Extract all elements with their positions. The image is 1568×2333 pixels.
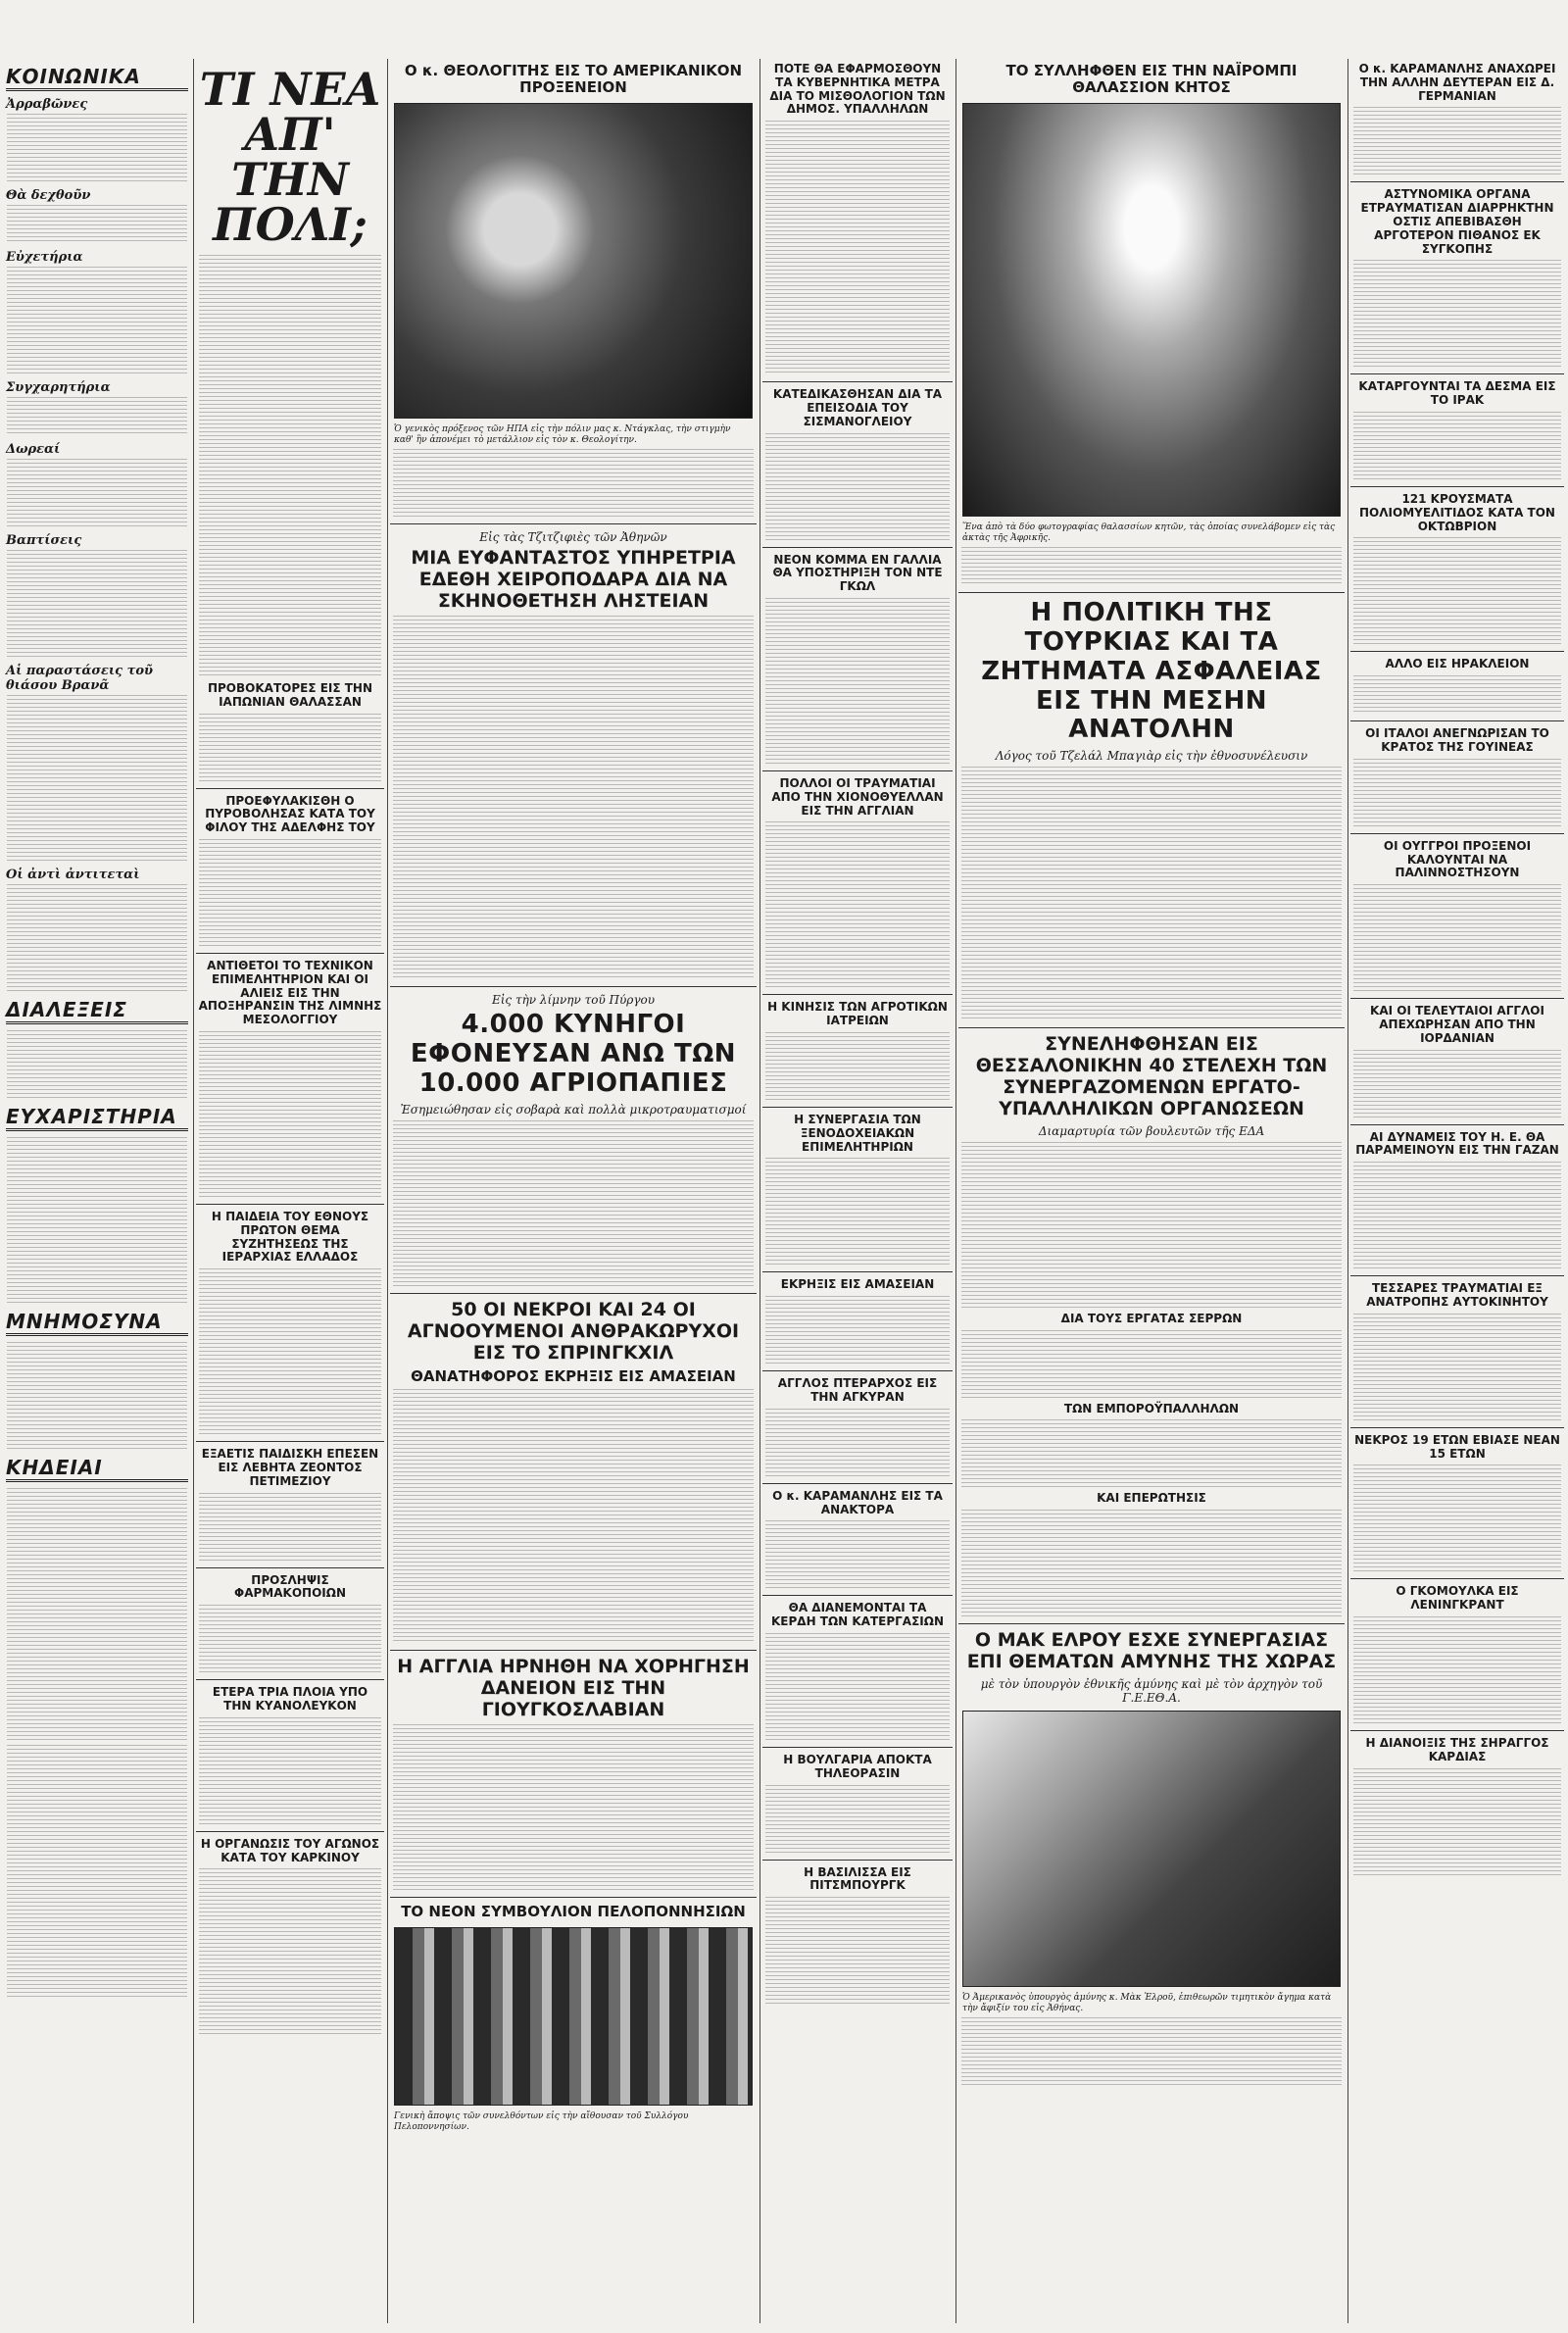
headline: 121 ΚΡΟΥΣΜΑΤΑ ΠΟΛΙΟΜΥΕΛΙΤΙΔΟΣ ΚΑΤΑ ΤΟΝ ΟΚΤΩΒΡΙΟΝ [1359,491,1555,533]
divider [1350,833,1564,834]
text-block [393,725,754,980]
divider [762,1370,953,1371]
divider [958,1623,1345,1624]
divider [762,547,953,548]
section-receptions: Θὰ δεχθοῦν [6,188,91,203]
divider [1350,651,1564,652]
headline: ΕΞΑΕΤΙΣ ΠΑΙΔΙΣΚΗ ΕΠΕΣΕΝ ΕΙΣ ΛΕΒΗΤΑ ΖΕΟΝΤΟΣ ΠΕΤΙΜΕΖΙΟΥ [201,1447,379,1488]
divider [762,381,953,382]
text-block [1353,1464,1561,1572]
text-block [7,114,187,182]
photo-caption: Ἕνα ἀπὸ τὰ δύο φωτογραφίας θαλασσίων κητῶν, τὰς ὁποίας συνελάβομεν εἰς τὰς ἀκτὰς τῆς Ἀφρικῆς. [962,521,1336,544]
funerals-logo: ΚΗΔΕΙΑΙ [6,1456,188,1482]
city-news-title: ΤΙ ΝΕΑ ΑΠ' ΤΗΝ ΠΟΛΙ; [199,63,381,251]
news-column-8 [1350,59,1564,2323]
text-block [1353,1314,1561,1421]
subheadline: Διαμαρτυρία τῶν βουλευτῶν τῆς ΕΔΑ [1038,1123,1265,1138]
headline: ΑΝΤΙΘΕΤΟΙ ΤΟ ΤΕΧΝΙΚΟΝ ΕΠΙΜΕΛΗΤΗΡΙΟΝ ΚΑΙ ΟΙ ΑΛΙΕΙΣ ΕΙΣ ΤΗΝ ΑΠΟΞΗΡΑΝΣΙΝ ΤΗΣ ΛΙΜΝΗΣ ΜΕΣΟΛΟΓΓΙΟΥ [198,958,382,1027]
text-block [1353,260,1561,368]
social-logo: ΚΟΙΝΩΝΙΚΑ [6,65,188,91]
text-block [7,267,187,374]
divider [1350,373,1564,374]
text-block [393,1120,754,1287]
headline: ΤΟ ΣΥΛΛΗΦΘΕΝ ΕΙΣ ΤΗΝ ΝΑΪΡΟΜΠΙ ΘΑΛΑΣΣΙΟΝ ΚΗΤΟΣ [1005,62,1298,97]
column-rule [387,59,388,2323]
subheadline: μὲ τὸν ὑπουργὸν ἐθνικῆς ἀμύνης καὶ μὲ τὸν ἀρχηγὸν τοῦ Γ.Ε.ΕΘ.Α. [980,1676,1323,1705]
text-block [765,433,950,541]
headline: ΑΙ ΔΥΝΑΜΕΙΣ ΤΟΥ Η. Ε. ΘΑ ΠΑΡΑΜΕΙΝΟΥΝ ΕΙΣ ΤΗΝ ΓΑΖΑΝ [1355,1129,1559,1158]
text-block [1353,107,1561,175]
headline: ΑΛΛΟ ΕΙΣ ΗΡΑΚΛΕΙΟΝ [1385,657,1530,671]
headline: ΑΓΓΛΟΣ ΠΤΕΡΑΡΧΟΣ ΕΙΣ ΤΗΝ ΑΓΚΥΡΑΝ [777,1376,938,1404]
headline: ΝΕΚΡΟΣ 19 ΕΤΩΝ ΕΒΙΑΣΕ ΝΕΑΝ 15 ΕΤΩΝ [1354,1432,1560,1461]
headline: Η ΚΙΝΗΣΙΣ ΤΩΝ ΑΓΡΟΤΙΚΩΝ ΙΑΤΡΕΙΩΝ [767,1000,948,1028]
text-block [393,1724,754,1891]
divider [196,788,384,789]
text-block [199,423,381,678]
divider [390,523,757,524]
section-gifts: Δωρεαί [6,442,61,457]
text-block [7,1745,187,2000]
text-block [765,1633,950,1741]
divider [196,1567,384,1568]
headline: ΜΙΑ ΕΥΦΑΝΤΑΣΤΟΣ ΥΠΗΡΕΤΡΙΑ ΕΔΕΘΗ ΧΕΙΡΟΠΟΔΑΡΑ ΔΙΑ ΝΑ ΣΚΗΝΟΘΕΤΗΣΗ ΛΗΣΤΕΙΑΝ [411,546,736,612]
divider [196,1679,384,1680]
text-block [7,1030,187,1099]
section-congrats: Συγχαρητήρια [6,380,111,395]
headline: ΘΑ ΔΙΑΝΕΜΟΝΤΑΙ ΤΑ ΚΕΡΔΗ ΤΩΝ ΚΑΤΕΡΓΑΣΙΩΝ [770,1601,944,1629]
text-block [199,1717,381,1825]
city-news-column [196,59,384,2323]
feature-column [390,59,757,2323]
text-block [961,1330,1342,1399]
text-block [199,1605,381,1673]
text-block [765,121,950,375]
text-block [765,1785,950,1854]
divider [1350,1578,1564,1579]
headline: ΠΡΟΣΛΗΨΙΣ ΦΑΡΜΑΚΟΠΟΙΩΝ [234,1572,346,1601]
consulate-photo [394,103,753,419]
text-block [199,714,381,782]
memorial-logo: ΜΝΗΜΟΣΥΝΑ [6,1310,188,1336]
headline: Η ΔΙΑΝΟΙΞΙΣ ΤΗΣ ΣΗΡΑΓΓΟΣ ΚΑΡΔΙΑΣ [1365,1735,1549,1763]
text-block [765,1409,950,1477]
headline: ΚΑΤΕΔΙΚΑΣΘΗΣΑΝ ΔΙΑ ΤΑ ΕΠΕΙΣΟΔΙΑ ΤΟΥ ΣΙΣΜΑΝΟΓΛΕΙΟΥ [772,387,943,428]
text-block [765,1520,950,1589]
text-block [7,1342,187,1450]
divider [1350,486,1564,487]
divider [196,1441,384,1442]
text-block [1353,1616,1561,1724]
headline: Ο κ. ΚΑΡΑΜΑΝΛΗΣ ΕΙΣ ΤΑ ΑΝΑΚΤΟΡΑ [772,1488,943,1516]
headline: ΟΙ ΟΥΓΓΡΟΙ ΠΡΟΞΕΝΟΙ ΚΑΛΟΥΝΤΑΙ ΝΑ ΠΑΛΙΝΝΟΣΤΗΣΟΥΝ [1383,838,1532,880]
photo-caption: Ὁ Ἀμερικανὸς ὑπουργὸς ἀμύνης κ. Μὰκ Ἐλροῦ, ἐπιθεωρῶν τιμητικὸν ἄγημα κατὰ τὴν ἄφιξίν του εἰς Ἀθήνας. [962,1992,1332,2014]
kicker: Εἰς τὰς Τζιτζιφιὲς τῶν Ἀθηνῶν [479,529,667,544]
divider [762,1107,953,1108]
headline: ΚΑΙ ΟΙ ΤΕΛΕΥΤΑΙΟΙ ΑΓΓΛΟΙ ΑΠΕΧΩΡΗΣΑΝ ΑΠΟ ΤΗΝ ΙΟΡΔΑΝΙΑΝ [1370,1004,1544,1045]
text-block [1353,412,1561,480]
text-block [1353,537,1561,645]
divider [1350,998,1564,999]
headline: ΤΟ ΝΕΟΝ ΣΥΜΒΟΥΛΙΟΝ ΠΕΛΟΠΟΝΝΗΣΙΩΝ [401,1903,746,1921]
headline: 4.000 ΚΥΝΗΓΟΙ ΕΦΟΝΕΥΣΑΝ ΑΝΩ ΤΩΝ 10.000 ΑΓΡΙΟΠΑΠΙΕΣ [410,1010,737,1099]
text-block [199,1031,381,1198]
text-block [765,1158,950,1266]
headline: ΠΟΛΛΟΙ ΟΙ ΤΡΑΥΜΑΤΙΑΙ ΑΠΟ ΤΗΝ ΧΙΟΝΟΘΥΕΛΛΑΝ ΕΙΣ ΤΗΝ ΑΓΓΛΙΑΝ [771,775,944,818]
subheadline: Ἐσημειώθησαν εἰς σοβαρὰ καὶ πολλὰ μικροτραυματισμοί [400,1103,747,1117]
text-block [1353,675,1561,715]
text-block [393,616,754,723]
headline: ΠΟΤΕ ΘΑ ΕΦΑΡΜΟΣΘΟΥΝ ΤΑ ΚΥΒΕΡΝΗΤΙΚΑ ΜΕΤΡΑ ΔΙΑ ΤΟ ΜΙΣΘΟΛΟΓΙΟΝ ΤΩΝ ΔΗΜΟΣ. ΥΠΑΛΛΗΛΩΝ [769,62,946,117]
social-column [4,59,190,2323]
headline: ΑΣΤΥΝΟΜΙΚΑ ΟΡΓΑΝΑ ΕΤΡΑΥΜΑΤΙΣΑΝ ΔΙΑΡΡΗΚΤΗΝ ΟΣΤΙΣ ΑΠΕΒΙΒΑΣΘΗ ΑΡΓΟΤΕΡΟΝ ΠΙΘΑΝΟΣ ΕΚ ΣΥΓΚΟΠΗΣ [1360,187,1554,256]
text-block [765,1032,950,1101]
text-block [765,1897,950,2005]
divider [958,592,1345,593]
kicker: Εἰς τὴν λίμνην τοῦ Πύργου [491,993,656,1008]
text-block [1353,1768,1561,1876]
divider [1350,1427,1564,1428]
text-block [7,205,187,244]
headline: Η ΒΑΣΙΛΙΣΣΑ ΕΙΣ ΠΙΤΣΜΠΟΥΡΓΚ [804,1864,911,1893]
headline: ΝΕΟΝ ΚΟΜΜΑ ΕΝ ΓΑΛΛΙΑ ΘΑ ΥΠΟΣΤΗΡΙΞΗ ΤΟΝ ΝΤΕ ΓΚΩΛ [772,552,943,594]
headline: ΘΑΝΑΤΗΦΟΡΟΣ ΕΚΡΗΞΙΣ ΕΙΣ ΑΜΑΣΕΙΑΝ [411,1366,736,1385]
headline: Ο κ. ΘΕΟΛΟΓΙΤΗΣ ΕΙΣ ΤΟ ΑΜΕΡΙΚΑΝΙΚΟΝ ΠΡΟΞΕΝΕΙΟΝ [404,62,743,97]
thanks-logo: ΕΥΧΑΡΙΣΤΗΡΙΑ [6,1105,188,1131]
section-vrana-theatre: Αἱ παραστάσεις τοῦ θιάσου Βρανᾶ [6,664,154,693]
news-column-5 [762,59,953,2323]
council-photo [394,1927,753,2106]
text-block [199,255,381,422]
divider [390,1650,757,1651]
text-block [7,459,187,527]
headline: Η ΒΟΥΛΓΑΡΙΑ ΑΠΟΚΤΑ ΤΗΛΕΟΡΑΣΙΝ [783,1752,932,1780]
section-baptisms: Βαπτίσεις [6,533,82,548]
headline: Η ΣΥΝΕΡΓΑΣΙΑ ΤΩΝ ΞΕΝΟΔΟΧΕΙΑΚΩΝ ΕΠΙΜΕΛΗΤΗΡΙΩΝ [794,1112,921,1154]
section-wishes: Εὐχετήρια [6,250,83,265]
text-block [199,1493,381,1562]
text-block [1353,1050,1561,1118]
text-block [7,695,187,862]
divider [196,1204,384,1205]
headline: Ο ΜΑΚ ΕΛΡΟΥ ΕΣΧΕ ΣΥΝΕΡΓΑΣΙΑΣ ΕΠΙ ΘΕΜΑΤΩΝ ΑΜΥΝΗΣ ΤΗΣ ΧΩΡΑΣ [966,1629,1337,1672]
text-block [199,839,381,947]
headline: Ο κ. ΚΑΡΑΜΑΝΛΗΣ ΑΝΑΧΩΡΕΙ ΤΗΝ ΑΛΛΗΝ ΔΕΥΤΕΡΑΝ ΕΙΣ Δ. ΓΕΡΜΑΝΙΑΝ [1358,62,1556,103]
divider [958,1027,1345,1028]
headline: ΠΡΟΕΦΥΛΑΚΙΣΘΗ Ο ΠΥΡΟΒΟΛΗΣΑΣ ΚΑΤΑ ΤΟΥ ΦΙΛΟΥ ΤΗΣ ΑΔΕΛΦΗΣ ΤΟΥ [205,793,375,835]
headline: ΟΙ ΙΤΑΛΟΙ ΑΝΕΓΝΩΡΙΣΑΝ ΤΟ ΚΡΑΤΟΣ ΤΗΣ ΓΟΥΙΝΕΑΣ [1365,726,1549,754]
headline: ΣΥΝΕΛΗΦΘΗΣΑΝ ΕΙΣ ΘΕΣΣΑΛΟΝΙΚΗΝ 40 ΣΤΕΛΕΧΗ ΤΩΝ ΣΥΝΕΡΓΑΖΟΜΕΝΩΝ ΕΡΓΑΤΟ-ΥΠΑΛΛΗΛΙΚΩΝ ΟΡΓΑΝΩΣΕΩΝ [975,1033,1328,1119]
text-block [765,1296,950,1365]
text-block [961,767,1342,1021]
mcelroy-photo [962,1711,1341,1987]
whale-photo [962,103,1341,517]
divider [762,1860,953,1861]
headline: ΕΤΕΡΑ ΤΡΙΑ ΠΛΟΙΑ ΥΠΟ ΤΗΝ ΚΥΑΝΟΛΕΥΚΟΝ [212,1685,368,1713]
text-block [393,1389,754,1644]
divider [1350,1124,1564,1125]
text-block [961,1142,1342,1309]
divider [1350,1730,1564,1731]
section-engagements: Ἀρραβῶνες [6,97,88,112]
text-block [1353,884,1561,992]
divider [390,1293,757,1294]
divider [762,770,953,771]
text-block [393,449,754,518]
text-block [765,821,950,988]
text-block [1353,1162,1561,1269]
divider [762,1483,953,1484]
headline: Η ΠΟΛΙΤΙΚΗ ΤΗΣ ΤΟΥΡΚΙΑΣ ΚΑΙ ΤΑ ΖΗΤΗΜΑΤΑ ΑΣΦΑΛΕΙΑΣ ΕΙΣ ΤΗΝ ΜΕΣΗΝ ΑΝΑΤΟΛΗΝ [981,597,1322,745]
divider [1350,181,1564,182]
headline: 50 ΟΙ ΝΕΚΡΟΙ ΚΑΙ 24 ΟΙ ΑΓΝΟΟΥΜΕΝΟΙ ΑΝΘΡΑΚΩΡΥΧΟΙ ΕΙΣ ΤΟ ΣΠΡΙΝΓΚΧΙΛ [407,1299,740,1364]
text-block [765,598,950,765]
text-block [1353,759,1561,827]
text-block [7,1488,187,1743]
text-block [961,1510,1342,1617]
text-block [961,1419,1342,1488]
divider [196,953,384,954]
column-rule [193,59,194,2323]
headline: ΠΡΟΒΟΚΑΤΟΡΕΣ ΕΙΣ ΤΗΝ ΙΑΠΩΝΙΑΝ ΘΑΛΑΣΣΑΝ [207,681,373,709]
headline: ΔΙΑ ΤΟΥΣ ΕΡΓΑΤΑΣ ΣΕΡΡΩΝ [1060,1311,1243,1325]
headline: Η ΑΓΓΛΙΑ ΗΡΝΗΘΗ ΝΑ ΧΟΡΗΓΗΣΗ ΔΑΝΕΙΟΝ ΕΙΣ ΤΗΝ ΓΙΟΥΓΚΟΣΛΑΒΙΑΝ [397,1655,750,1720]
headline: ΤΕΣΣΑΡΕΣ ΤΡΑΥΜΑΤΙΑΙ ΕΞ ΑΝΑΤΡΟΠΗΣ ΑΥΤΟΚΙΝΗΤΟΥ [1366,1281,1548,1309]
feature-column-right [958,59,1345,2323]
text-block [7,397,187,436]
section-response: Οἱ ἀντὶ ἀντιτεταὶ [6,868,140,882]
text-block [961,2017,1342,2086]
divider [762,1595,953,1596]
headline: ΤΩΝ ΕΜΠΟΡΟΫΠΑΛΛΗΛΩΝ [1063,1401,1240,1415]
headline: ΚΑΤΑΡΓΟΥΝΤΑΙ ΤΑ ΔΕΣΜΑ ΕΙΣ ΤΟ ΙΡΑΚ [1358,379,1556,408]
text-block [199,1868,381,2035]
divider [1350,1275,1564,1276]
divider [1350,720,1564,721]
headline: Η ΠΑΙΔΕΙΑ ΤΟΥ ΕΘΝΟΥΣ ΠΡΩΤΟΝ ΘΕΜΑ ΣΥΖΗΤΗΣΕΩΣ ΤΗΣ ΙΕΡΑΡΧΙΑΣ ΕΛΛΑΔΟΣ [211,1209,369,1265]
photo-caption: Ὁ γενικὸς πρόξενος τῶν ΗΠΑ εἰς τὴν πόλιν μας κ. Ντάγκλας, τὴν στιγμὴν καθ' ἣν ἀπονέμει τὸ μετάλλιον εἰς τὸν κ. Θεολογίτην. [394,423,731,446]
divider [762,994,953,995]
headline: ΚΑΙ ΕΠΕΡΩΤΗΣΙΣ [1097,1491,1206,1506]
text-block [961,547,1342,586]
divider [762,1271,953,1272]
text-block [199,1268,381,1435]
photo-caption: Γενικὴ ἄποψις τῶν συνελθόντων εἰς τὴν αἴθουσαν τοῦ Συλλόγου Πελοποννησίων. [394,2110,689,2133]
subheadline: Λόγος τοῦ Τζελάλ Μπαγιὰρ εἰς τὴν ἐθνοσυνέλευσιν [995,749,1308,764]
divider [762,1747,953,1748]
text-block [7,550,187,658]
text-block [7,884,187,992]
divider [390,986,757,987]
headline: Ο ΓΚΟΜΟΥΛΚΑ ΕΙΣ ΛΕΝΙΝΓΚΡΑΝΤ [1396,1584,1519,1613]
divider [196,1831,384,1832]
divider [390,1897,757,1898]
headline: ΕΚΡΗΞΙΣ ΕΙΣ ΑΜΑΣΕΙΑΝ [780,1277,935,1292]
lectures-logo: ΔΙΑΛΕΞΕΙΣ [6,998,188,1024]
text-block [7,1137,187,1304]
headline: Η ΟΡΓΑΝΩΣΙΣ ΤΟΥ ΑΓΩΝΟΣ ΚΑΤΑ ΤΟΥ ΚΑΡΚΙΝΟΥ [200,1836,380,1864]
